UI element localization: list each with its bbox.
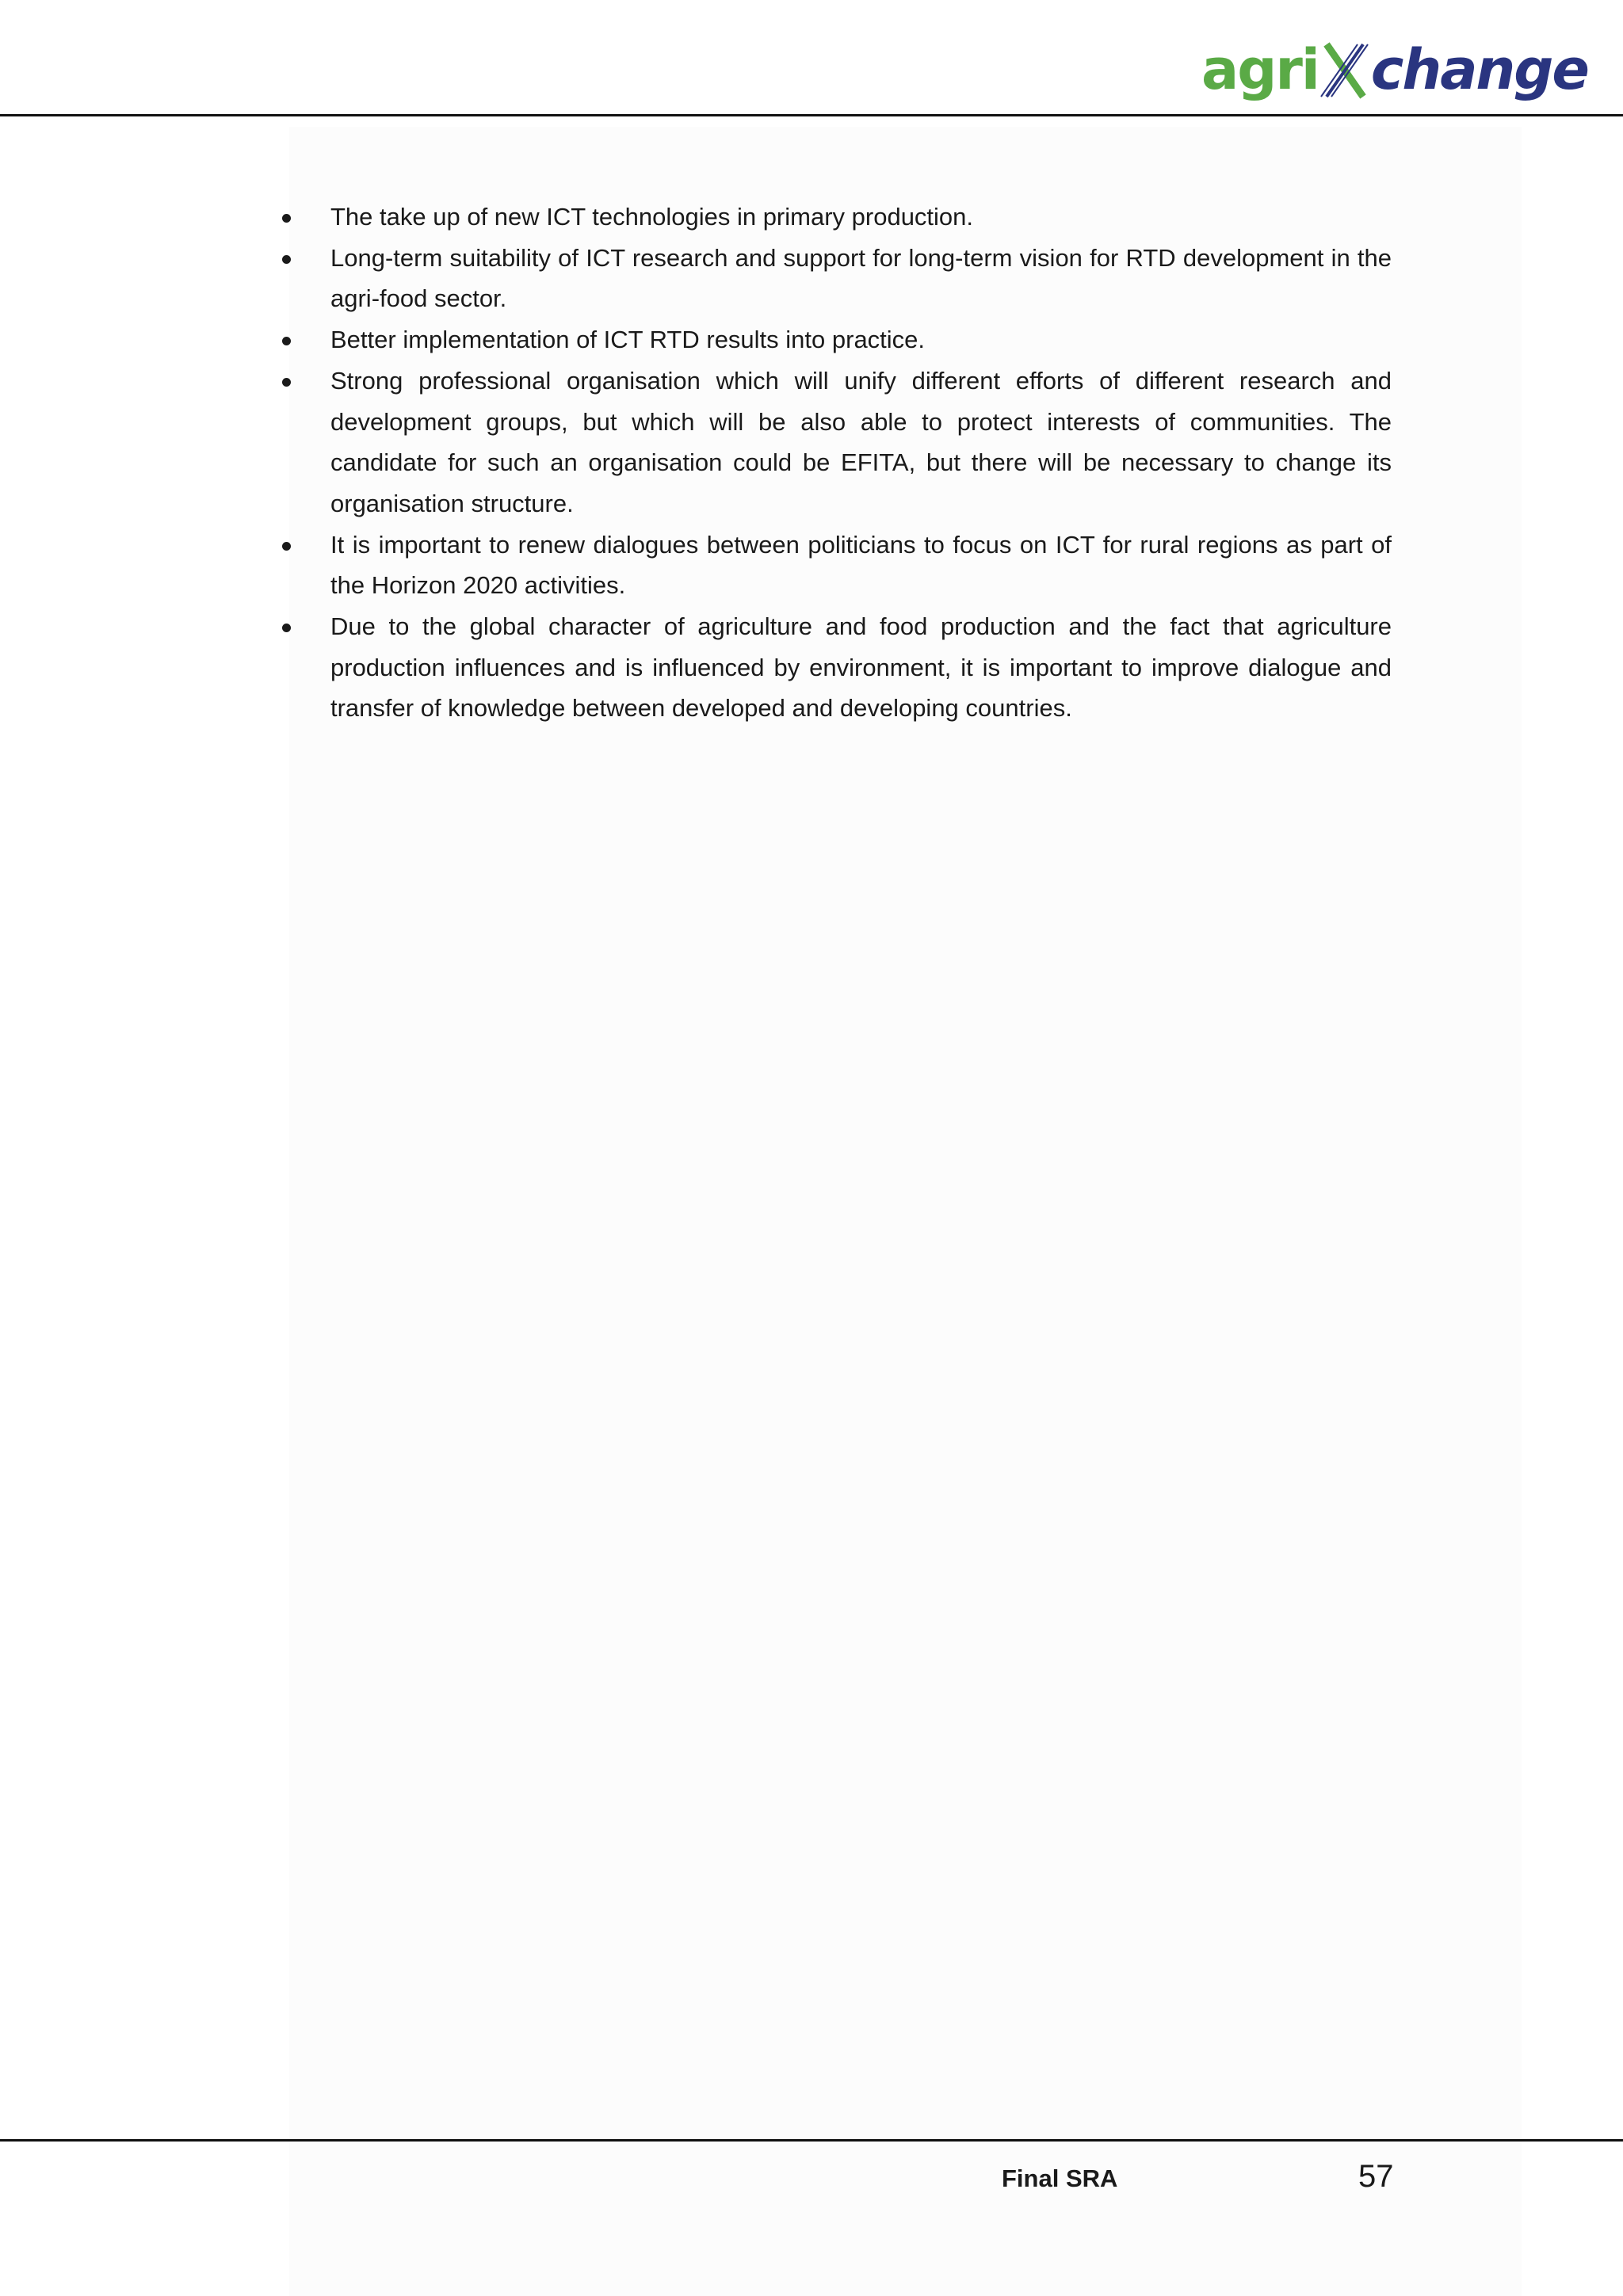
list-item <box>279 238 1392 319</box>
list-item-text: Due to the global character of agriculture and food production and the fact that agriculture production influences and is influenced by environment, it is important to improve dialogue and transfer of knowledge between developed and developing countries. <box>330 612 1392 723</box>
list-item <box>279 524 1392 606</box>
list-item <box>279 319 1392 360</box>
footer-document-title: Final SRA <box>1002 2164 1118 2192</box>
list-item <box>279 606 1392 729</box>
bullet-icon <box>282 624 291 632</box>
footer-divider <box>0 2139 1623 2142</box>
bullet-icon <box>282 542 291 551</box>
bullet-icon <box>282 214 291 223</box>
bullet-icon <box>282 378 291 387</box>
logo-change-text: change <box>1370 37 1588 102</box>
list-item <box>279 360 1392 524</box>
bullet-icon <box>282 337 291 345</box>
page-number: 57 <box>1358 2159 1394 2194</box>
bullet-icon <box>282 255 291 264</box>
logo-x-icon <box>1320 30 1369 109</box>
list-item <box>279 196 1392 238</box>
main-content <box>279 196 1392 729</box>
agrixchange-logo <box>1201 30 1588 109</box>
list-item-text: It is important to renew dialogues between politicians to focus on ICT for rural regions as part of the Horizon 2020 activities. <box>330 530 1392 600</box>
list-item-text: Long-term suitability of ICT research and support for long-term vision for RTD development in the agri-food sector. <box>330 243 1392 313</box>
logo-agri-text: agri <box>1201 37 1319 102</box>
list-item-text: Strong professional organisation which will unify different efforts of different research and development groups, but which will be also able to protect interests of communities. The candidate for such an organisation could be EFITA, but there will be necessary to change its organisation structure. <box>330 366 1392 517</box>
bullet-list <box>279 196 1392 729</box>
list-item-text: The take up of new ICT technologies in primary production. <box>330 203 974 231</box>
list-item-text: Better implementation of ICT RTD results into practice. <box>330 326 926 354</box>
header-divider <box>0 114 1623 116</box>
